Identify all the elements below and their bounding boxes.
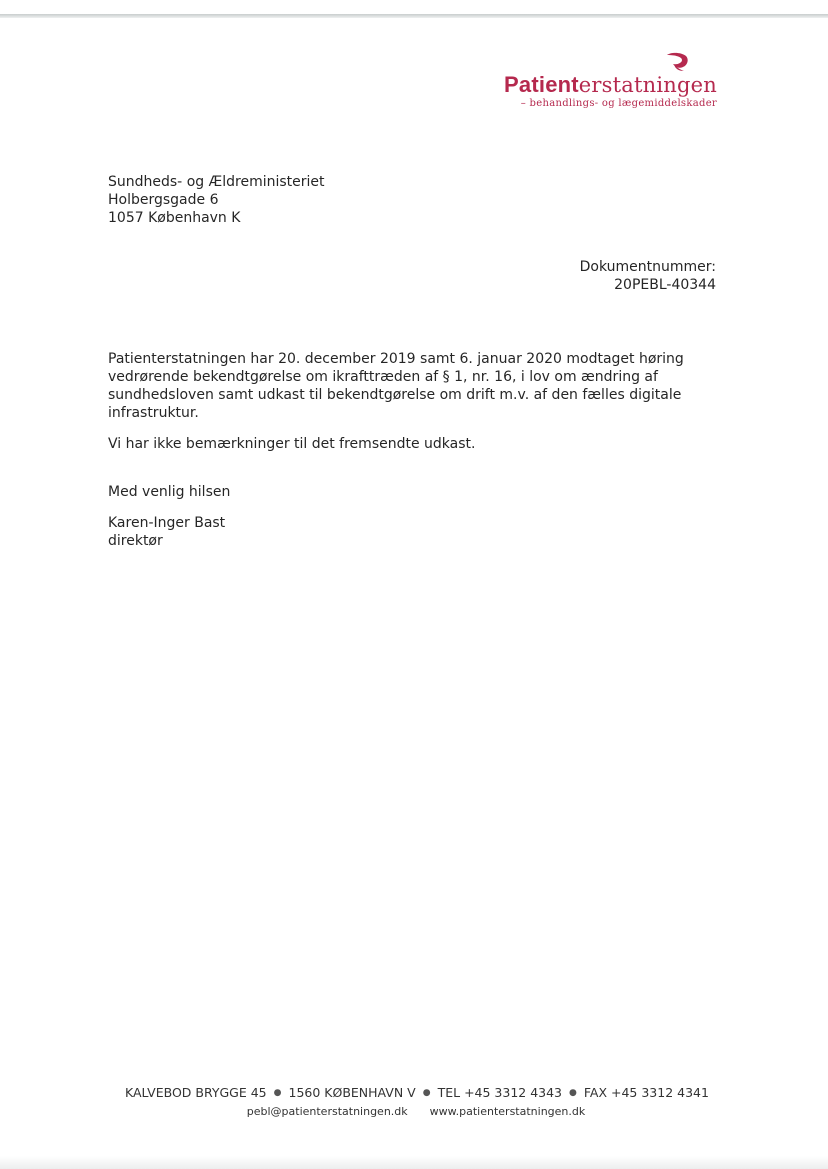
recipient-line-3: 1057 København K (108, 210, 241, 226)
footer-city: 1560 KØBENHAVN V (288, 1085, 416, 1100)
logo-wordmark (504, 72, 717, 99)
footer-contact-line (0, 1084, 828, 1102)
body-paragraph-2: Vi har ikke bemærkninger til det fremsendte udkast. (108, 436, 476, 452)
footer-phone: TEL +45 3312 4343 (437, 1085, 563, 1100)
recipient-line-2: Holbergsgade 6 (108, 192, 219, 208)
closing-greeting: Med venlig hilsen (108, 484, 231, 500)
footer-email-link[interactable]: pebl@patienterstatningen.dk (246, 1105, 408, 1118)
footer-fax: FAX +45 3312 4341 (583, 1085, 709, 1100)
logo-mark-icon (665, 52, 689, 72)
footer-address: KALVEBOD BRYGGE 45 (125, 1085, 267, 1100)
footer-web-line (0, 1104, 828, 1120)
logo-wordmark-rest: erstatningen (578, 73, 717, 97)
document-number-value: 20PEBL-40344 (614, 277, 716, 293)
scan-edge-top (0, 14, 828, 18)
document-number (580, 258, 716, 294)
scan-edge-bottom (0, 1156, 828, 1169)
letter-body (108, 350, 722, 453)
recipient-line-1: Sundheds- og Ældreministeriet (108, 174, 325, 190)
logo-wordmark-bold: Patient (504, 72, 579, 97)
footer-separator-dot: ● (422, 1088, 431, 1098)
recipient-address (108, 173, 325, 227)
closing (108, 483, 230, 550)
logo (457, 52, 717, 112)
footer-website-link[interactable]: www.patienterstatningen.dk (429, 1105, 586, 1118)
body-paragraph-1: Patienterstatningen har 20. december 2019 samt 6. januar 2020 modtaget høring vedrørende bekendtgørelse om ikrafttræden af § 1, nr. 16, i lov om ændring af sundhedsloven samt udkast til bekendtgørelse om drift m.v. af den fælles digitale infrastruktur. (108, 351, 684, 421)
footer-separator-dot: ● (569, 1088, 577, 1098)
signer-name: Karen-Inger Bast (108, 515, 226, 531)
signer-title: direktør (108, 533, 163, 549)
footer-separator-dot: ● (273, 1088, 282, 1098)
document-number-label: Dokumentnummer: (579, 259, 716, 275)
footer (0, 1084, 828, 1120)
logo-tagline: – behandlings- og lægemiddelskader (520, 98, 717, 109)
